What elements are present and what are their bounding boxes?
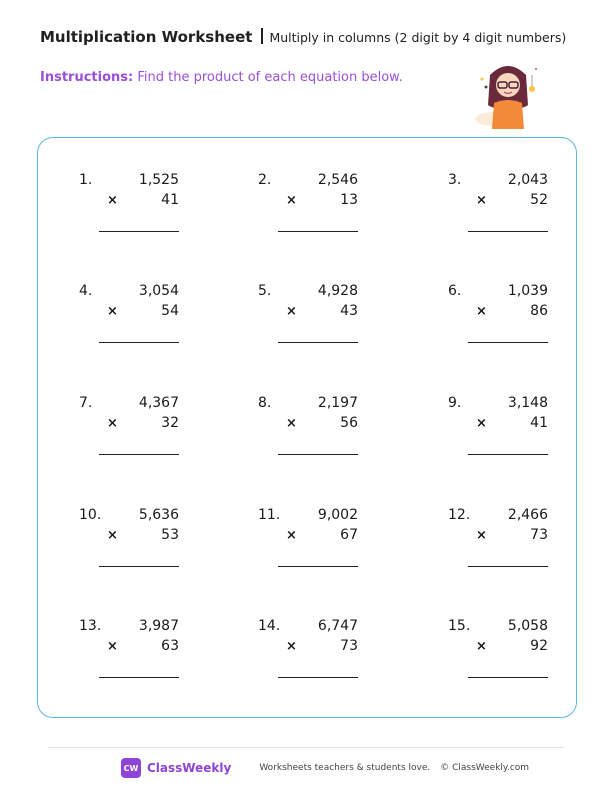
multiplier: 63 [161,638,179,654]
multiply-sign: × [286,639,297,654]
multiplicand: 2,466 [507,507,548,523]
multiply-sign: × [476,639,487,654]
answer-line [278,231,358,232]
multiplicand: 4,367 [138,395,179,411]
problem-8 [258,395,358,475]
answer-line [278,454,358,455]
multiply-sign: × [286,528,297,543]
problem-3 [448,172,548,252]
problem-number: 6. [448,283,462,299]
instructions-label: Instructions: [40,70,134,85]
multiplicand: 6,747 [317,618,358,634]
problem-number: 9. [448,395,462,411]
problem-7 [79,395,179,475]
answer-line [278,677,358,678]
multiplicand: 5,636 [138,507,179,523]
problem-14 [258,618,358,698]
problem-6 [448,283,548,363]
problem-15 [448,618,548,698]
problem-1 [79,172,179,252]
multiply-sign: × [286,193,297,208]
multiplicand: 1,525 [138,172,179,188]
problem-number: 4. [79,283,93,299]
problem-number: 5. [258,283,272,299]
problem-number: 11. [258,507,281,523]
problem-number: 10. [79,507,102,523]
problem-number: 12. [448,507,471,523]
problem-number: 15. [448,618,471,634]
multiply-sign: × [107,639,118,654]
problem-number: 3. [448,172,462,188]
problem-11 [258,507,358,587]
footer-tagline: Worksheets teachers & students love. [259,763,431,773]
multiplier: 56 [340,415,358,431]
worksheet-subtitle: Multiply in columns (2 digit by 4 digit numbers) [269,30,567,45]
answer-line [468,342,548,343]
worksheet-header [40,26,566,46]
multiply-sign: × [107,193,118,208]
answer-line [468,454,548,455]
problem-12 [448,507,548,587]
multiplier: 41 [530,415,548,431]
problem-4 [79,283,179,363]
problem-number: 7. [79,395,93,411]
multiplicand: 2,197 [317,395,358,411]
answer-line [278,566,358,567]
multiplicand: 3,148 [507,395,548,411]
multiply-sign: × [286,304,297,319]
instructions [40,70,403,85]
answer-line [99,566,179,567]
problem-5 [258,283,358,363]
answer-line [99,342,179,343]
multiplier: 67 [340,527,358,543]
worksheet-title: Multiplication Worksheet [40,28,253,46]
multiplier: 73 [530,527,548,543]
multiply-sign: × [107,416,118,431]
problem-number: 13. [79,618,102,634]
problem-number: 8. [258,395,272,411]
multiply-sign: × [107,304,118,319]
multiplicand: 2,043 [507,172,548,188]
multiply-sign: × [476,528,487,543]
multiplier: 41 [161,192,179,208]
multiplicand: 4,928 [317,283,358,299]
multiplicand: 3,987 [138,618,179,634]
answer-line [99,677,179,678]
problem-number: 2. [258,172,272,188]
footer [121,758,529,778]
classweekly-logo-icon: CW [121,758,141,778]
multiplier: 73 [340,638,358,654]
problem-10 [79,507,179,587]
girl-with-glasses-mascot-icon [468,55,548,135]
multiplicand: 9,002 [317,507,358,523]
multiplier: 13 [340,192,358,208]
multiplier: 54 [161,303,179,319]
footer-copyright: © ClassWeekly.com [440,763,530,773]
answer-line [468,566,548,567]
multiplier: 92 [530,638,548,654]
multiplier: 43 [340,303,358,319]
multiplicand: 1,039 [507,283,548,299]
multiplicand: 2,546 [317,172,358,188]
multiplier: 53 [161,527,179,543]
multiplier: 86 [530,303,548,319]
multiply-sign: × [476,193,487,208]
multiply-sign: × [476,304,487,319]
problem-2 [258,172,358,252]
multiplier: 52 [530,192,548,208]
problem-number: 14. [258,618,281,634]
answer-line [468,677,548,678]
answer-line [99,231,179,232]
answer-line [468,231,548,232]
problem-9 [448,395,548,475]
problem-13 [79,618,179,698]
instructions-text: Find the product of each equation below. [137,70,403,85]
multiplier: 32 [161,415,179,431]
problem-number: 1. [79,172,93,188]
brand-name: ClassWeekly [147,761,232,775]
answer-line [99,454,179,455]
footer-divider [48,747,564,748]
multiply-sign: × [476,416,487,431]
answer-line [278,342,358,343]
multiply-sign: × [107,528,118,543]
multiply-sign: × [286,416,297,431]
multiplicand: 5,058 [507,618,548,634]
title-separator [261,28,263,44]
multiplicand: 3,054 [138,283,179,299]
